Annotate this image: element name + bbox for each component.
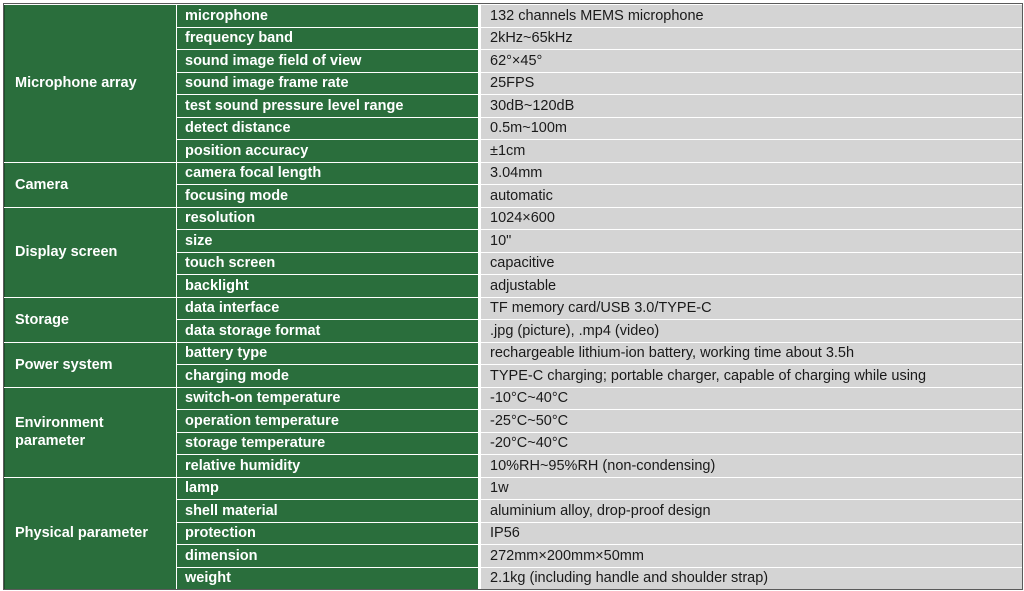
param-name: dimension bbox=[177, 545, 480, 568]
param-name: camera focal length bbox=[177, 162, 480, 185]
param-name: size bbox=[177, 230, 480, 253]
param-value: 62°×45° bbox=[480, 50, 1023, 73]
param-name: sound image field of view bbox=[177, 50, 480, 73]
param-name: protection bbox=[177, 522, 480, 545]
param-name: data interface bbox=[177, 297, 480, 320]
param-name: relative humidity bbox=[177, 455, 480, 478]
group-label: Display screen bbox=[5, 207, 177, 297]
param-value: adjustable bbox=[480, 275, 1023, 298]
param-name: shell material bbox=[177, 500, 480, 523]
param-name: weight bbox=[177, 567, 480, 590]
group-label: Microphone array bbox=[5, 5, 177, 163]
param-value: IP56 bbox=[480, 522, 1023, 545]
param-value: capacitive bbox=[480, 252, 1023, 275]
table-row bbox=[5, 5, 1023, 28]
param-name: touch screen bbox=[177, 252, 480, 275]
group-label: Camera bbox=[5, 162, 177, 207]
param-value: aluminium alloy, drop-proof design bbox=[480, 500, 1023, 523]
group-label: Power system bbox=[5, 342, 177, 387]
param-name: storage temperature bbox=[177, 432, 480, 455]
param-name: detect distance bbox=[177, 117, 480, 140]
table-row bbox=[5, 477, 1023, 500]
param-name: resolution bbox=[177, 207, 480, 230]
param-name: frequency band bbox=[177, 27, 480, 50]
param-name: microphone bbox=[177, 5, 480, 28]
group-label: Physical parameter bbox=[5, 477, 177, 590]
param-value: rechargeable lithium-ion battery, working time about 3.5h bbox=[480, 342, 1023, 365]
param-value: -10°C~40°C bbox=[480, 387, 1023, 410]
param-name: backlight bbox=[177, 275, 480, 298]
param-value: 0.5m~100m bbox=[480, 117, 1023, 140]
param-value: TYPE-C charging; portable charger, capable of charging while using bbox=[480, 365, 1023, 388]
spec-table bbox=[4, 4, 1023, 590]
param-value: TF memory card/USB 3.0/TYPE-C bbox=[480, 297, 1023, 320]
param-name: charging mode bbox=[177, 365, 480, 388]
param-value: ±1cm bbox=[480, 140, 1023, 163]
group-label: Environment parameter bbox=[5, 387, 177, 477]
param-name: sound image frame rate bbox=[177, 72, 480, 95]
group-label: Storage bbox=[5, 297, 177, 342]
param-value: 1024×600 bbox=[480, 207, 1023, 230]
param-value: automatic bbox=[480, 185, 1023, 208]
param-value: 132 channels MEMS microphone bbox=[480, 5, 1023, 28]
param-value: -25°C~50°C bbox=[480, 410, 1023, 433]
table-row bbox=[5, 297, 1023, 320]
param-value: -20°C~40°C bbox=[480, 432, 1023, 455]
param-name: focusing mode bbox=[177, 185, 480, 208]
param-value: 272mm×200mm×50mm bbox=[480, 545, 1023, 568]
table-row bbox=[5, 162, 1023, 185]
param-value: 3.04mm bbox=[480, 162, 1023, 185]
param-name: operation temperature bbox=[177, 410, 480, 433]
param-name: test sound pressure level range bbox=[177, 95, 480, 118]
param-value: 2kHz~65kHz bbox=[480, 27, 1023, 50]
param-value: 10%RH~95%RH (non-condensing) bbox=[480, 455, 1023, 478]
param-name: battery type bbox=[177, 342, 480, 365]
param-value: 2.1kg (including handle and shoulder strap) bbox=[480, 567, 1023, 590]
param-value: 30dB~120dB bbox=[480, 95, 1023, 118]
table-row bbox=[5, 387, 1023, 410]
param-name: data storage format bbox=[177, 320, 480, 343]
table-row bbox=[5, 342, 1023, 365]
table-row bbox=[5, 207, 1023, 230]
param-value: .jpg (picture), .mp4 (video) bbox=[480, 320, 1023, 343]
param-value: 25FPS bbox=[480, 72, 1023, 95]
spec-table-body bbox=[5, 5, 1023, 590]
param-name: switch-on temperature bbox=[177, 387, 480, 410]
param-value: 1w bbox=[480, 477, 1023, 500]
param-name: position accuracy bbox=[177, 140, 480, 163]
param-name: lamp bbox=[177, 477, 480, 500]
param-value: 10" bbox=[480, 230, 1023, 253]
